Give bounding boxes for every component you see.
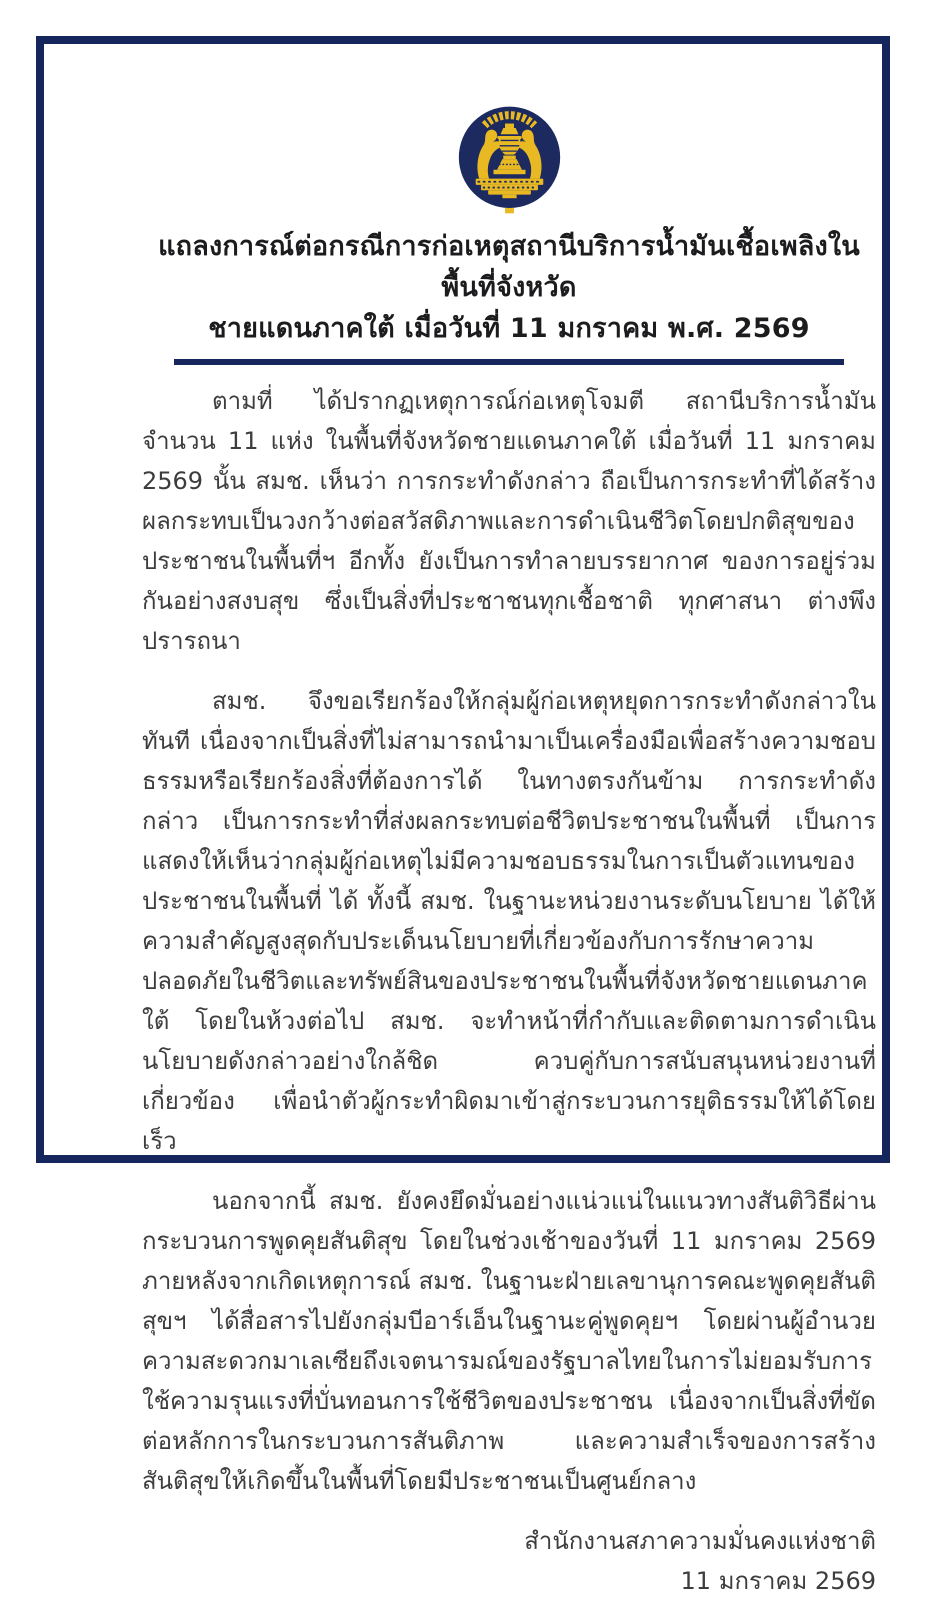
royal-thai-government-seal-icon [456, 104, 563, 216]
statement-paragraph-1: ตามที่ ได้ปรากฏเหตุการณ์ก่อเหตุโจมตี สถานีบริการน้ำมัน จำนวน 11 แห่ง ในพื้นที่จังหวัดชายแดนภาคใต้ เมื่อวันที่ 11 มกราคม 2569 นั้น สมช. เห็นว่า การกระทำดังกล่าว ถือเป็นการกระทำที่ได้สร้างผลกระทบเป็นวงกว้างต่อสวัสดิภาพและการดำเนินชีวิตโดยปกติสุขของประชาชนในพื้นที่ฯ อีกทั้ง ยังเป็นการทำลายบรรยากาศ ของการอยู่ร่วมกันอย่างสงบสุข ซึ่งเป็นสิ่งที่ประชาชนทุกเชื้อชาติ ทุกศาสนา ต่างพึงปรารถนา [142, 387, 876, 655]
emblem-container [142, 104, 876, 220]
signature-date: 11 มกราคม 2569 [680, 1567, 876, 1595]
statement-paragraph-3: นอกจากนี้ สมช. ยังคงยึดมั่นอย่างแน่วแน่ในแนวทางสันติวิธีผ่านกระบวนการพูดคุยสันติสุข โดยในช่วงเช้าของวันที่ 11 มกราคม 2569 ภายหลังจากเกิดเหตุการณ์ สมช. ในฐานะฝ่ายเลขานุการคณะพูดคุยสันติสุขฯ ได้สื่อสารไปยังกลุ่มบีอาร์เอ็นในฐานะคู่พูดคุยฯ โดยผ่านผู้อำนวยความสะดวกมาเลเซียถึงเจตนารมณ์ของรัฐบาลไทยในการไม่ยอมรับการใช้ความรุนแรงที่บั่นทอนการใช้ชีวิตของประชาชน เนื่องจากเป็นสิ่งที่ขัดต่อหลักการในกระบวนการสันติภาพ และความสำเร็จของการสร้างสันติสุขให้เกิดขึ้นในพื้นที่โดยมีประชาชนเป็นศูนย์กลาง [142, 1187, 876, 1495]
page-title-line-2: ชายแดนภาคใต้ เมื่อวันที่ 11 มกราคม พ.ศ. 2569 [208, 313, 810, 344]
statement-paragraph-2: สมช. จึงขอเรียกร้องให้กลุ่มผู้ก่อเหตุหยุดการกระทำดังกล่าวในทันที เนื่องจากเป็นสิ่งที่ไม่สามารถนำมาเป็นเครื่องมือเพื่อสร้างความชอบธรรมหรือเรียกร้องสิ่งที่ต้องการได้ ในทางตรงกันข้าม การกระทำดังกล่าว เป็นการกระทำที่ส่งผลกระทบต่อชีวิตประชาชนในพื้นที่ เป็นการแสดงให้เห็นว่ากลุ่มผู้ก่อเหตุไม่มีความชอบธรรมในการเป็นตัวแทนของประชาชนในพื้นที่ ได้ ทั้งนี้ สมช. ในฐานะหน่วยงานระดับนโยบาย ได้ให้ความสำคัญสูงสุดกับประเด็นนโยบายที่เกี่ยวข้องกับการรักษาความปลอดภัยในชีวิตและทรัพย์สินของประชาชนในพื้นที่จังหวัดชายแดนภาคใต้ โดยในห้วงต่อไป สมช. จะทำหน้าที่กำกับและติดตามการดำเนินนโยบายดังกล่าวอย่างใกล้ชิด ควบคู่กับการสนับสนุนหน่วยงานที่เกี่ยวข้อง เพื่อนำตัวผู้กระทำผิดมาเข้าสู่กระบวนการยุติธรรมให้ได้โดยเร็ว [142, 687, 876, 1155]
signature-organization: สำนักงานสภาความมั่นคงแห่งชาติ [524, 1527, 876, 1555]
statement-body [142, 381, 876, 1501]
signature-block [142, 1521, 876, 1601]
page-title-line-1: แถลงการณ์ต่อกรณีการก่อเหตุสถานีบริการน้ำมันเชื้อเพลิงในพื้นที่จังหวัด [158, 231, 860, 303]
document-border-frame [36, 36, 890, 1595]
title-underline-rule [174, 359, 844, 365]
document-content [88, 88, 926, 1601]
page-title [142, 226, 876, 349]
